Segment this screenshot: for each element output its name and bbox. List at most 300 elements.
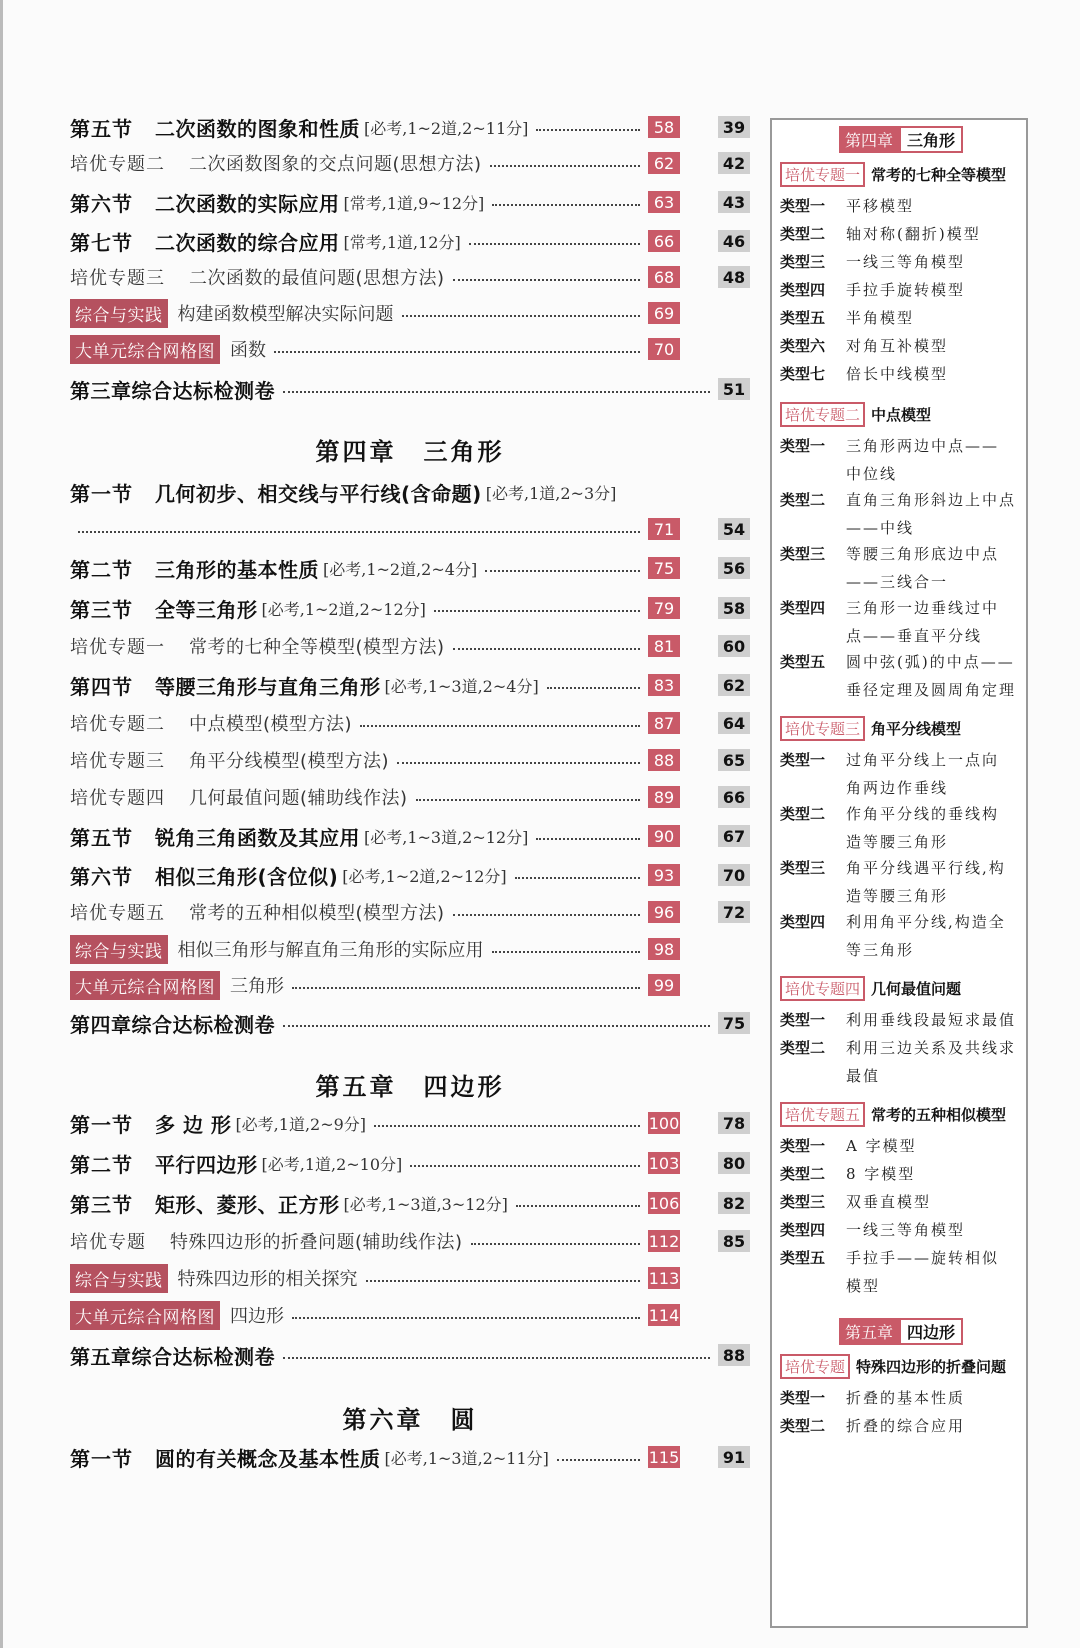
entry-title: 第四章综合达标检测卷 (70, 1012, 275, 1037)
type-text (846, 854, 1006, 910)
type-text (846, 360, 948, 388)
entry-title: 常考的五种相似模型(模型方法) (189, 903, 445, 924)
page-number-answer: 46 (718, 230, 750, 252)
type-text-line: 平移模型 (846, 197, 915, 215)
page-number-answer (718, 302, 750, 324)
toc-entry[interactable] (70, 298, 750, 328)
page-number-answer: 72 (718, 901, 750, 923)
entry-section-label: 培优专题三 (70, 268, 165, 289)
type-text-line: 对角互补模型 (846, 337, 949, 355)
entry-exam-info: [必考,1~2道,2~12分] (261, 599, 426, 619)
sidebar-type-item (780, 360, 1020, 388)
page-number-book: 70 (648, 338, 680, 360)
type-text (846, 1132, 917, 1160)
dot-leader (292, 1317, 640, 1319)
dot-leader (492, 951, 641, 953)
toc-entry[interactable] (70, 374, 750, 404)
type-text (846, 1160, 915, 1188)
type-text (846, 908, 1006, 964)
dot-leader (283, 1025, 710, 1027)
type-text (846, 1006, 1016, 1034)
page-number-book: 62 (648, 152, 680, 174)
page-number-book: 96 (648, 901, 680, 923)
type-text-line: 中位线 (846, 465, 898, 483)
type-text-line: 倍长中线模型 (846, 365, 949, 383)
type-text-line: 三角形两边中点—— (846, 437, 1000, 455)
dot-leader (453, 914, 640, 916)
type-text-line: 一线三等角模型 (846, 253, 966, 271)
type-text-line: 利用角平分线,构造全 (846, 913, 1006, 931)
type-label: 类型三 (780, 545, 826, 563)
type-text-line: 作角平分线的垂线构 (846, 805, 1000, 823)
entry-title: 二次函数的图象和性质 (155, 116, 360, 141)
sidebar-type-item (780, 854, 1020, 910)
type-label: 类型一 (780, 1011, 826, 1029)
toc-entry[interactable] (70, 148, 750, 178)
sidebar-type-item (780, 220, 1020, 248)
page-number-answer: 54 (718, 518, 750, 540)
type-text-line: 等三角形 (846, 941, 915, 959)
sidebar-type-item (780, 1412, 1020, 1440)
page-number-answer: 42 (718, 152, 750, 174)
sidebar-type-item (780, 248, 1020, 276)
type-label: 类型三 (780, 1193, 826, 1211)
type-text-line: 8 字模型 (846, 1165, 916, 1183)
page-number-book: 68 (648, 266, 680, 288)
type-text (846, 1412, 965, 1440)
page-number-answer: 64 (718, 712, 750, 734)
type-label: 类型四 (780, 1221, 826, 1239)
dot-leader (360, 725, 640, 727)
page-number-answer: 65 (718, 749, 750, 771)
page-number-answer (718, 1267, 750, 1289)
entry-tag: 大单元综合网格图 (70, 971, 220, 1000)
entry-title: 锐角三角函数及其应用 (155, 825, 360, 850)
entry-section-label: 第五节 (70, 116, 133, 141)
dot-leader (536, 838, 640, 840)
page-number-answer: 62 (718, 674, 750, 696)
entry-title: 函数 (230, 340, 266, 361)
toc-entry[interactable] (70, 1263, 750, 1293)
type-label: 类型二 (780, 805, 826, 823)
page-number-answer: 80 (718, 1152, 750, 1174)
chapter-heading: 第六章 圆 (342, 1406, 478, 1434)
dot-leader (516, 1205, 640, 1207)
page-number-answer: 56 (718, 557, 750, 579)
toc-entry[interactable] (70, 553, 750, 583)
entry-title: 中点模型(模型方法) (189, 714, 353, 735)
page-number-answer: 43 (718, 191, 750, 213)
toc-entry[interactable] (70, 334, 750, 364)
type-text (846, 276, 965, 304)
toc-entry[interactable] (70, 1340, 750, 1370)
toc-entry[interactable] (70, 1188, 750, 1218)
group-title: 几何最值问题 (871, 980, 962, 998)
type-label: 类型三 (780, 859, 826, 877)
dot-leader (283, 391, 710, 393)
sidebar-type-item (780, 1384, 1020, 1412)
sidebar-type-item (780, 800, 1020, 856)
group-tag: 培优专题三 (780, 716, 865, 741)
dot-leader (374, 1125, 640, 1127)
type-text-line: ——三线合一 (846, 573, 949, 591)
page-number-book: 81 (648, 635, 680, 657)
dot-leader (397, 762, 640, 764)
type-text-line: ——中线 (846, 519, 915, 537)
page-number-answer: 39 (718, 116, 750, 138)
entry-title: 第五章综合达标检测卷 (70, 1344, 275, 1369)
page-number-answer: 48 (718, 266, 750, 288)
sidebar-type-item (780, 594, 1020, 650)
entry-exam-info: [必考,1~3道,3~12分] (343, 1194, 508, 1214)
sidebar-type-item (780, 1216, 1020, 1244)
toc-entry[interactable] (70, 514, 750, 544)
entry-title: 圆的有关概念及基本性质 (155, 1446, 381, 1471)
sidebar-type-item (780, 276, 1020, 304)
type-text (846, 1034, 1016, 1090)
sidebar-type-item (780, 332, 1020, 360)
sidebar-type-item (780, 486, 1020, 542)
entry-exam-info: [必考,1~2道,2~4分] (323, 559, 478, 579)
toc-entry[interactable] (70, 897, 750, 927)
type-text (846, 1244, 999, 1300)
entry-section-label: 培优专题三 (70, 751, 165, 772)
type-text-line: 利用垂线段最短求最值 (846, 1011, 1017, 1029)
toc-entry[interactable] (70, 934, 750, 964)
sidebar-type-item (780, 1132, 1020, 1160)
sidebar-type-item (780, 1160, 1020, 1188)
dot-leader (557, 1459, 640, 1461)
dot-leader (274, 351, 640, 353)
dot-leader (471, 1243, 640, 1245)
entry-title: 相似三角形(含位似) (155, 864, 339, 889)
type-text-line: 角两边作垂线 (846, 779, 949, 797)
page-number-answer: 75 (718, 1012, 750, 1034)
type-text (846, 746, 999, 802)
entry-section-label: 第六节 (70, 191, 133, 216)
type-text-line: 手拉手——旋转相似 (846, 1249, 1000, 1267)
dot-leader (490, 165, 640, 167)
page-number-answer: 70 (718, 864, 750, 886)
type-text-line: 一线三等角模型 (846, 1221, 966, 1239)
entry-title: 等腰三角形与直角三角形 (155, 674, 381, 699)
entry-title: 二次函数的综合应用 (155, 230, 340, 255)
group-tag: 培优专题五 (780, 1102, 865, 1127)
dot-leader (283, 1357, 710, 1359)
type-text (846, 192, 914, 220)
entry-section-label: 培优专题 (70, 1232, 146, 1253)
page-number-book: 87 (648, 712, 680, 734)
type-label: 类型二 (780, 491, 826, 509)
entry-exam-info: [常考,1道,12分] (343, 232, 461, 252)
group-title: 中点模型 (871, 406, 932, 424)
toc-entry[interactable] (70, 782, 750, 812)
entry-section-label: 培优专题五 (70, 903, 165, 924)
dot-leader (416, 799, 640, 801)
sidebar-type-item (780, 1034, 1020, 1090)
sidebar-type-item (780, 1244, 1020, 1300)
dot-leader (292, 987, 640, 989)
toc-entry[interactable] (70, 860, 750, 890)
entry-section-label: 第五节 (70, 825, 133, 850)
toc-entry[interactable] (70, 1108, 750, 1138)
page-number-book: 63 (648, 191, 680, 213)
type-text-line: 最值 (846, 1067, 881, 1085)
entry-title: 第三章综合达标检测卷 (70, 378, 275, 403)
page-edge (0, 0, 3, 1648)
page-number-answer: 78 (718, 1112, 750, 1134)
page-number-book: 79 (648, 597, 680, 619)
sidebar-type-item (780, 540, 1020, 596)
entry-section-label: 第一节 (70, 1446, 133, 1471)
entry-section-label: 第七节 (70, 230, 133, 255)
type-label: 类型一 (780, 437, 826, 455)
entry-title: 构建函数模型解决实际问题 (177, 304, 394, 325)
page-number-answer: 67 (718, 825, 750, 847)
sidebar-group-heading (780, 976, 961, 1001)
entry-title: 四边形 (230, 1306, 284, 1327)
sidebar-type-item (780, 908, 1020, 964)
page-number-book: 114 (648, 1305, 680, 1325)
type-text (846, 220, 981, 248)
entry-exam-info: [常考,1道,9~12分] (343, 193, 485, 213)
entry-section-label: 第二节 (70, 1152, 133, 1177)
type-text-line: A 字模型 (846, 1137, 917, 1155)
type-label: 类型一 (780, 1137, 826, 1155)
sidebar-group-heading (780, 1354, 1006, 1379)
type-text (846, 248, 965, 276)
entry-exam-info: [必考,1道,2~3分] (485, 483, 617, 503)
group-title: 常考的五种相似模型 (871, 1106, 1007, 1124)
dot-leader (536, 129, 640, 131)
entry-section-label: 培优专题一 (70, 637, 165, 658)
entry-tag: 综合与实践 (70, 935, 168, 964)
type-label: 类型六 (780, 337, 826, 355)
group-tag: 培优专题二 (780, 402, 865, 427)
entry-title: 相似三角形与解直角三角形的实际应用 (177, 940, 484, 961)
page-number-book: 100 (648, 1113, 680, 1133)
chapter-number: 第五章 (839, 1318, 899, 1345)
entry-title: 三角形的基本性质 (155, 557, 319, 582)
sidebar-type-item (780, 1006, 1020, 1034)
entry-exam-info: [必考,1道,2~9分] (235, 1114, 367, 1134)
page-number-book: 103 (648, 1153, 680, 1173)
type-text (846, 1216, 965, 1244)
entry-tag: 大单元综合网格图 (70, 1301, 220, 1330)
type-label: 类型五 (780, 653, 826, 671)
entry-tag: 综合与实践 (70, 1264, 168, 1293)
page-number-answer: 91 (718, 1446, 750, 1468)
group-title: 角平分线模型 (871, 720, 962, 738)
sidebar-type-item (780, 1188, 1020, 1216)
page-number-book: 106 (648, 1193, 680, 1213)
entry-title: 全等三角形 (155, 597, 258, 622)
type-text-line: 折叠的基本性质 (846, 1389, 966, 1407)
dot-leader (366, 1280, 641, 1282)
entry-section-label: 培优专题二 (70, 714, 165, 735)
entry-title: 几何初步、相交线与平行线(含命题) (155, 481, 482, 506)
type-label: 类型一 (780, 197, 826, 215)
type-text-line: 轴对称(翻折)模型 (846, 225, 981, 243)
toc-entry[interactable] (70, 745, 750, 775)
sidebar-chapter-title (772, 126, 1030, 153)
type-label: 类型四 (780, 599, 826, 617)
dot-leader (485, 570, 640, 572)
entry-title: 特殊四边形的相关探究 (177, 1269, 358, 1290)
type-text (846, 648, 1016, 704)
type-label: 类型一 (780, 751, 826, 769)
type-text-line: 折叠的综合应用 (846, 1417, 966, 1435)
toc-entry[interactable] (70, 1008, 750, 1038)
sidebar-type-item (780, 432, 1020, 488)
type-label: 类型二 (780, 1039, 826, 1057)
type-text (846, 540, 999, 596)
page-number-book: 112 (648, 1231, 680, 1251)
page-number-book: 58 (648, 116, 680, 138)
type-text-line: 造等腰三角形 (846, 833, 949, 851)
entry-section-label: 培优专题四 (70, 788, 165, 809)
page-number-answer (718, 938, 750, 960)
chapter-name: 四边形 (899, 1318, 963, 1345)
type-label: 类型七 (780, 365, 826, 383)
type-text-line: 模型 (846, 1277, 881, 1295)
entry-section-label: 第一节 (70, 1112, 133, 1137)
toc-entry[interactable] (70, 1148, 750, 1178)
entry-section-label: 第三节 (70, 597, 133, 622)
type-text-line: 等腰三角形底边中点 (846, 545, 1000, 563)
entry-title: 三角形 (230, 976, 284, 997)
group-tag: 培优专题 (780, 1354, 850, 1379)
entry-title: 二次函数的实际应用 (155, 191, 340, 216)
sidebar-type-item (780, 746, 1020, 802)
entry-title: 常考的七种全等模型(模型方法) (189, 637, 445, 658)
page-number-answer: 88 (718, 1344, 750, 1366)
type-text (846, 1188, 931, 1216)
dot-leader (453, 279, 640, 281)
type-text-line: 角平分线遇平行线,构 (846, 859, 1006, 877)
type-label: 类型二 (780, 1165, 826, 1183)
entry-exam-info: [必考,1~3道,2~4分] (384, 676, 539, 696)
page-number-book: 98 (648, 938, 680, 960)
type-text-line: 垂径定理及圆周角定理 (846, 681, 1017, 699)
toc-entry[interactable] (70, 112, 750, 142)
type-text (846, 486, 1016, 542)
type-label: 类型一 (780, 1389, 826, 1407)
entry-title: 二次函数图象的交点问题(思想方法) (189, 154, 482, 175)
dot-leader (492, 204, 640, 206)
page-number-answer: 85 (718, 1230, 750, 1252)
page-number-answer: 51 (718, 378, 750, 400)
page-number-book: 69 (648, 302, 680, 324)
entry-section-label: 第三节 (70, 1192, 133, 1217)
page-number-book: 83 (648, 674, 680, 696)
type-text (846, 800, 999, 856)
type-label: 类型三 (780, 253, 826, 271)
page-number-book: 90 (648, 825, 680, 847)
entry-exam-info: [必考,1~3道,2~12分] (364, 827, 529, 847)
type-text-line: 半角模型 (846, 309, 915, 327)
type-label: 类型五 (780, 309, 826, 327)
entry-title: 平行四边形 (155, 1152, 258, 1177)
entry-title: 特殊四边形的折叠问题(辅助线作法) (170, 1232, 463, 1253)
type-text (846, 304, 914, 332)
page-number-book: 113 (648, 1268, 680, 1288)
entry-section-label: 第二节 (70, 557, 133, 582)
page-number-answer: 58 (718, 597, 750, 619)
dot-leader (410, 1165, 640, 1167)
type-text-line: 过角平分线上一点向 (846, 751, 1000, 769)
sidebar-group-heading (780, 1102, 1006, 1127)
type-label: 类型二 (780, 225, 826, 243)
type-text-line: 双垂直模型 (846, 1193, 932, 1211)
entry-section-label: 第四节 (70, 674, 133, 699)
dot-leader (78, 531, 640, 533)
toc-entry[interactable] (70, 1300, 750, 1330)
group-title: 特殊四边形的折叠问题 (856, 1358, 1007, 1376)
group-tag: 培优专题四 (780, 976, 865, 1001)
toc-entry[interactable] (70, 477, 750, 507)
page-number-book: 93 (648, 864, 680, 886)
sidebar-group-heading (780, 716, 961, 741)
toc-entry[interactable] (70, 187, 750, 217)
type-text-line: 造等腰三角形 (846, 887, 949, 905)
group-title: 常考的七种全等模型 (871, 166, 1007, 184)
type-label: 类型四 (780, 913, 826, 931)
page-number-book: 89 (648, 786, 680, 808)
sidebar-group-heading (780, 402, 931, 427)
chapter-name: 三角形 (899, 126, 963, 153)
entry-section-label: 培优专题二 (70, 154, 165, 175)
toc-entry[interactable] (70, 1226, 750, 1256)
entry-title: 矩形、菱形、正方形 (155, 1192, 340, 1217)
entry-exam-info: [必考,1~2道,2~12分] (342, 866, 507, 886)
type-label: 类型四 (780, 281, 826, 299)
page-number-answer: 60 (718, 635, 750, 657)
toc-entry[interactable] (70, 226, 750, 256)
toc-entry[interactable] (70, 593, 750, 623)
entry-title: 多 边 形 (155, 1112, 232, 1137)
type-text (846, 332, 948, 360)
entry-exam-info: [必考,1道,2~10分] (261, 1154, 403, 1174)
entry-title: 几何最值问题(辅助线作法) (189, 788, 408, 809)
sidebar-panel (770, 118, 1028, 1628)
dot-leader (547, 687, 640, 689)
entry-title: 角平分线模型(模型方法) (189, 751, 390, 772)
toc-entry[interactable] (70, 821, 750, 851)
type-label: 类型二 (780, 1417, 826, 1435)
toc-entry[interactable] (70, 262, 750, 292)
toc-entry[interactable] (70, 1442, 750, 1472)
toc-entry[interactable] (70, 631, 750, 661)
type-text (846, 1384, 965, 1412)
type-text-line: 利用三边关系及共线求 (846, 1039, 1017, 1057)
dot-leader (434, 610, 640, 612)
chapter-heading: 第四章 三角形 (315, 438, 505, 466)
page-number-book: 88 (648, 749, 680, 771)
sidebar-group-heading (780, 162, 1006, 187)
type-text (846, 594, 999, 650)
type-text-line: 圆中弦(弧)的中点—— (846, 653, 1015, 671)
toc-entry[interactable] (70, 970, 750, 1000)
type-text-line: 点——垂直平分线 (846, 627, 983, 645)
toc-entry[interactable] (70, 670, 750, 700)
dot-leader (453, 648, 640, 650)
entry-tag: 大单元综合网格图 (70, 335, 220, 364)
dot-leader (402, 315, 641, 317)
entry-exam-info: [必考,1~2道,2~11分] (364, 118, 529, 138)
sidebar-type-item (780, 192, 1020, 220)
toc-entry[interactable] (70, 708, 750, 738)
